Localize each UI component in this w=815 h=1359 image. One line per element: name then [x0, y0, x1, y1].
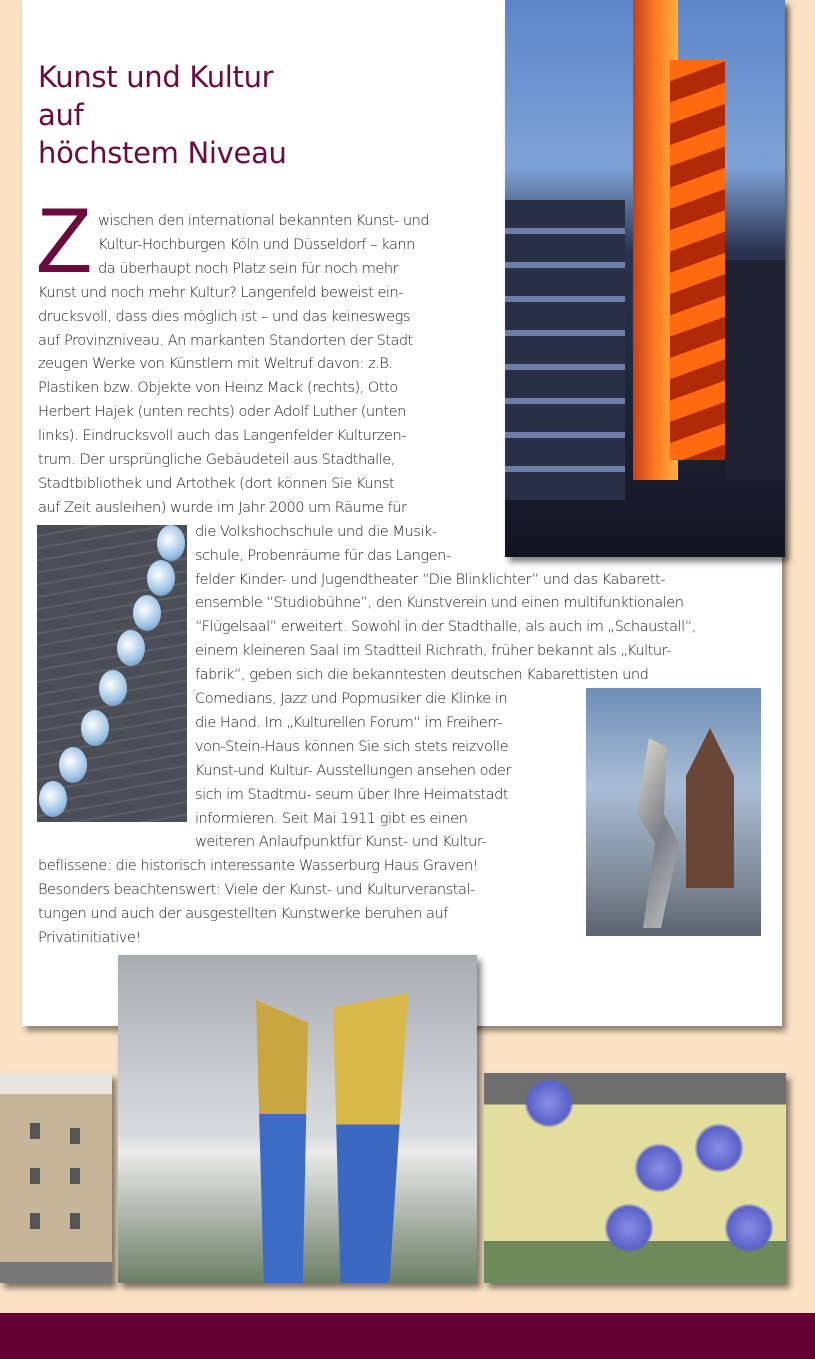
text-line: drucksvoll, dass dies möglich ist – und das keineswegs [38, 307, 410, 325]
photo-building [725, 260, 785, 480]
text-line: sich im Stadtmu- seum über Ihre Heimatstadt [195, 785, 509, 803]
photo-wasserburg-flowers [484, 1073, 786, 1283]
text-line: Besonders beachtenswert: Viele der Kunst- und Kulturveranstal- [38, 881, 475, 899]
photo-window [30, 1168, 40, 1184]
photo-flower [524, 1078, 574, 1128]
photo-flower [694, 1123, 744, 1173]
text-line: von-Stein-Haus können Sie sich stets reizvolle [195, 737, 509, 755]
text-line: da überhaupt noch Platz sein für noch mehr [98, 259, 399, 277]
photo-window [30, 1213, 40, 1229]
photo-mirror [59, 747, 87, 783]
photo-building [505, 200, 625, 500]
photo-steel-sculpture [631, 738, 691, 928]
page-title [38, 58, 287, 172]
photo-heinz-mack-sculpture [505, 0, 785, 557]
photo-mirror [147, 560, 175, 596]
photo-mirror [99, 670, 127, 706]
photo-hajek-sculpture-church [586, 688, 761, 936]
photo-flower [604, 1203, 654, 1253]
text-line: Privatinitiative! [38, 929, 141, 946]
photo-flower [634, 1143, 684, 1193]
text-line: Herbert Hajek (unten rechts) oder Adolf Luther (unten [38, 403, 406, 421]
text-line: beflissene: die historisch interessante Wasserburg Haus Graven! [38, 857, 479, 875]
text-line: Kunst-und Kultur- Ausstellungen ansehen oder [195, 761, 511, 779]
footer-bar [0, 1313, 815, 1359]
photo-blue-gold-sculpture [118, 955, 477, 1283]
text-line: tungen und auch der ausgestellten Kunstwerke beruhen auf [38, 905, 448, 923]
text-line: Stadtbibliothek und Artothek (dort können Sie Kunst [38, 474, 395, 492]
title-line: höchstem Niveau [38, 136, 287, 170]
text-line: trum. Der ursprüngliche Gebäudeteil aus Stadthalle, [38, 451, 395, 468]
text-line: Kunst und noch mehr Kultur? Langenfeld beweist ein- [38, 283, 403, 301]
text-line: ensemble “Studiobühne”, den Kunstverein und einen multifunktionalen [195, 594, 684, 612]
drop-cap: Z [36, 190, 93, 292]
photo-window [70, 1213, 80, 1229]
text-line: Comedians, Jazz und Popmusiker die Klinke in [195, 690, 508, 707]
photo-church-tower [686, 728, 734, 888]
photo-adolf-luther-mirrors [37, 525, 187, 822]
text-line: wischen den international bekannten Kunst- und [98, 212, 430, 229]
text-line: “Flügelsaal” erweitert. Sowohl in der Stadthalle, als auch im „Schaustall“, [195, 618, 696, 636]
text-line: Plastiken bzw. Objekte von Heinz Mack (rechts), Otto [38, 379, 398, 397]
photo-building-facade [0, 1073, 112, 1283]
photo-zigzag [670, 60, 725, 460]
text-line: schule, Probenräume für das Langen- [195, 546, 451, 564]
photo-mirror [117, 630, 145, 666]
title-line: auf [38, 98, 84, 132]
photo-window [70, 1168, 80, 1184]
text-line: zeugen Werke von Künstlern mit Weltruf davon: z.B. [38, 355, 393, 373]
text-line: felder Kinder- und Jugendtheater “Die Blinklichter” und das Kabarett- [195, 570, 666, 588]
text-line: die Hand. Im „Kulturellen Forum“ im Freiherr- [195, 713, 503, 731]
photo-mirror [133, 595, 161, 631]
text-line: weiteren Anlaufpunktfür Kunst- und Kultur- [195, 833, 487, 851]
text-line: informieren. Seit Mai 1911 gibt es einen [195, 809, 468, 827]
text-line: einem kleineren Saal im Stadtteil Richrath, früher bekannt als „Kultur- [195, 642, 671, 660]
photo-mirror [157, 525, 185, 561]
photo-sculpture-right [333, 993, 408, 1283]
text-line: auf Provinzniveau. An markanten Standorten der Stadt [38, 331, 413, 349]
text-line: fabrik“, geben sich die bekanntesten deutschen Kabarettisten und [195, 666, 649, 684]
photo-mirror [39, 781, 67, 817]
title-line: Kunst und Kultur [38, 60, 274, 94]
text-line: links). Eindrucksvoll auch das Langenfelder Kulturzen- [38, 427, 407, 445]
photo-window [70, 1128, 80, 1144]
photo-sculpture-left [256, 1000, 308, 1283]
photo-mirror [81, 710, 109, 746]
text-line: die Volkshochschule und die Musik- [195, 522, 437, 540]
text-line: auf Zeit ausleihen) wurde im Jahr 2000 um Räume für [38, 498, 407, 516]
photo-window [30, 1123, 40, 1139]
photo-flower [724, 1203, 774, 1253]
text-line: Kultur-Hochburgen Köln und Düsseldorf – kann [98, 235, 415, 253]
